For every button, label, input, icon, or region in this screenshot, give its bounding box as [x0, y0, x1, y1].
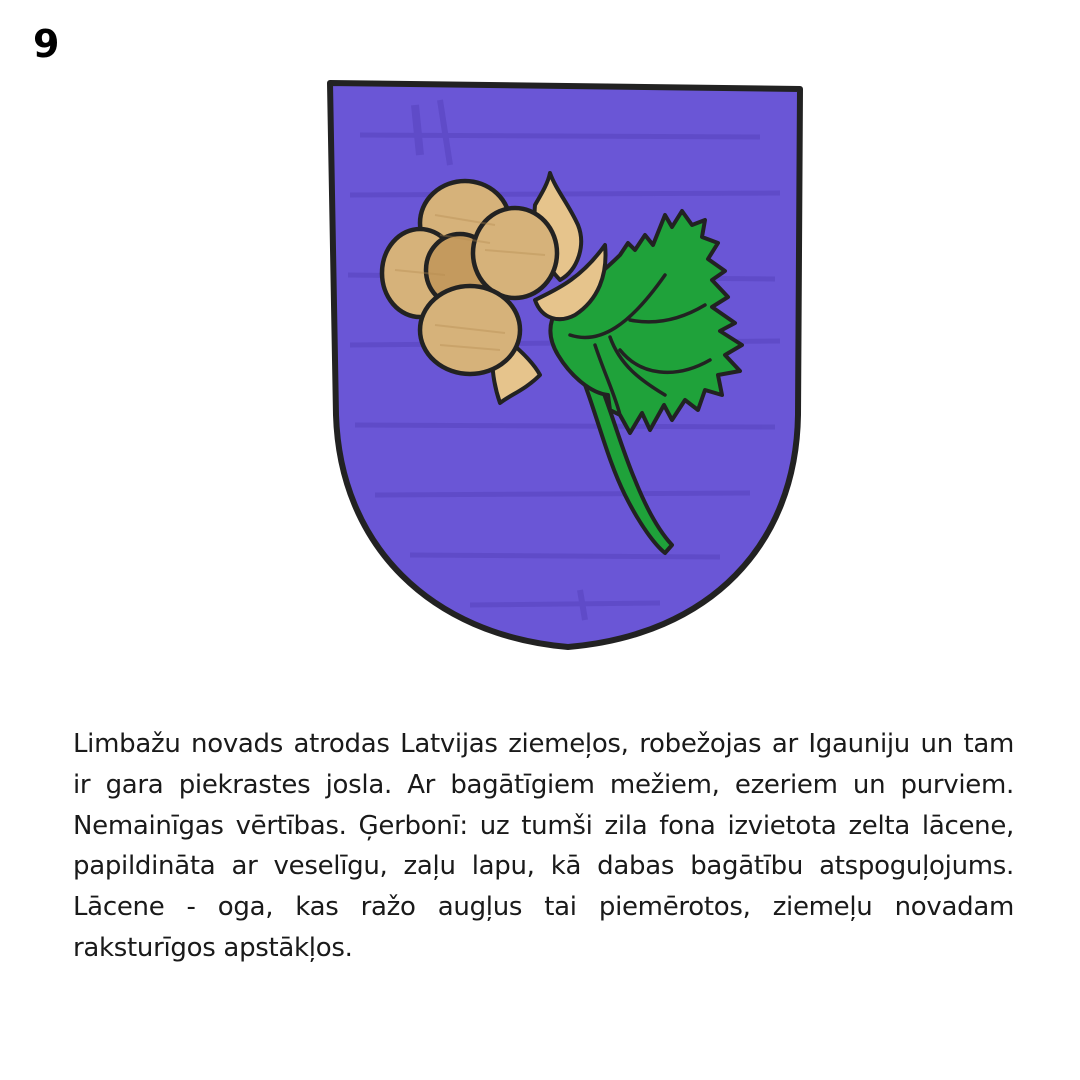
coat-of-arms-drawing [320, 75, 810, 660]
coat-of-arms [320, 75, 810, 660]
page-number: 9 [33, 22, 60, 66]
description-paragraph: Limbažu novads atrodas Latvijas ziemeļos, robežojas ar Igauniju un tam ir gara piekrastes josla. Ar bagātīgiem mežiem, ezeriem un purviem. Nemainīgas vērtības. Ģerbonī: uz tumši zila fona izvietota zelta lācene, papildināta ar veselīgu, zaļu lapu, kā dabas bagātību atspoguļojums. Lācene - oga, kas ražo augļus tai piemērotos, ziemeļu novadam raksturīgos apstākļos. [73, 729, 1014, 963]
